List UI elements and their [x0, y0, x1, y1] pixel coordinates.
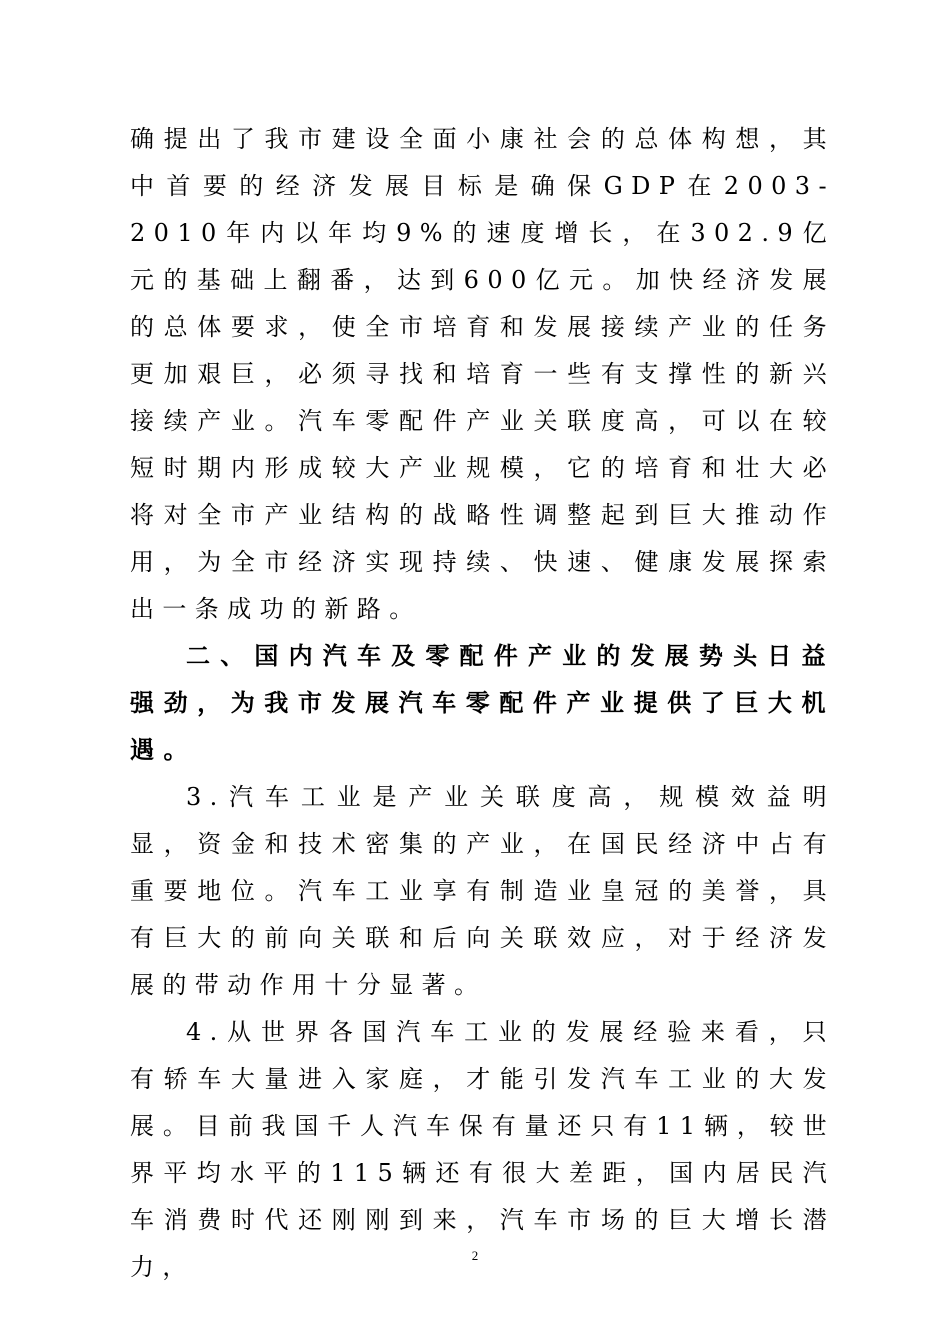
paragraph-point-4: 4.从世界各国汽车工业的发展经验来看，只有轿车大量进入家庭，才能引发汽车工业的大发展。目前我国千人汽车保有量还只有11辆，较世界平均水平的115辆还有很大差距，国内居民汽车消费时代还刚刚到来，汽车市场的巨大增长潜力， — [130, 1018, 835, 1281]
paragraph-point-3: 3.汽车工业是产业关联度高，规模效益明显，资金和技术密集的产业，在国民经济中占有重要地位。汽车工业享有制造业皇冠的美誉，具有巨大的前向关联和后向关联效应，对于经济发展的带动作用十分显著。 — [130, 783, 835, 999]
paragraph-continuation: 确提出了我市建设全面小康社会的总体构想，其中首要的经济发展目标是确保GDP在2003-2010年内以年均9%的速度增长，在302.9亿元的基础上翻番，达到600亿元。加快经济发展的总体要求，使全市培育和发展接续产业的任务更加艰巨，必须寻找和培育一些有支撑性的新兴接续产业。汽车零配件产业关联度高，可以在较短时期内形成较大产业规模，它的培育和壮大必将对全市产业结构的战略性调整起到巨大推动作用，为全市经济实现持续、快速、健康发展探索出一条成功的新路。 — [130, 125, 835, 623]
document-body — [130, 116, 835, 1291]
page-number: 2 — [471, 1248, 479, 1263]
section-heading: 二、国内汽车及零配件产业的发展势头日益强劲，为我市发展汽车零配件产业提供了巨大机遇。 — [130, 642, 835, 764]
